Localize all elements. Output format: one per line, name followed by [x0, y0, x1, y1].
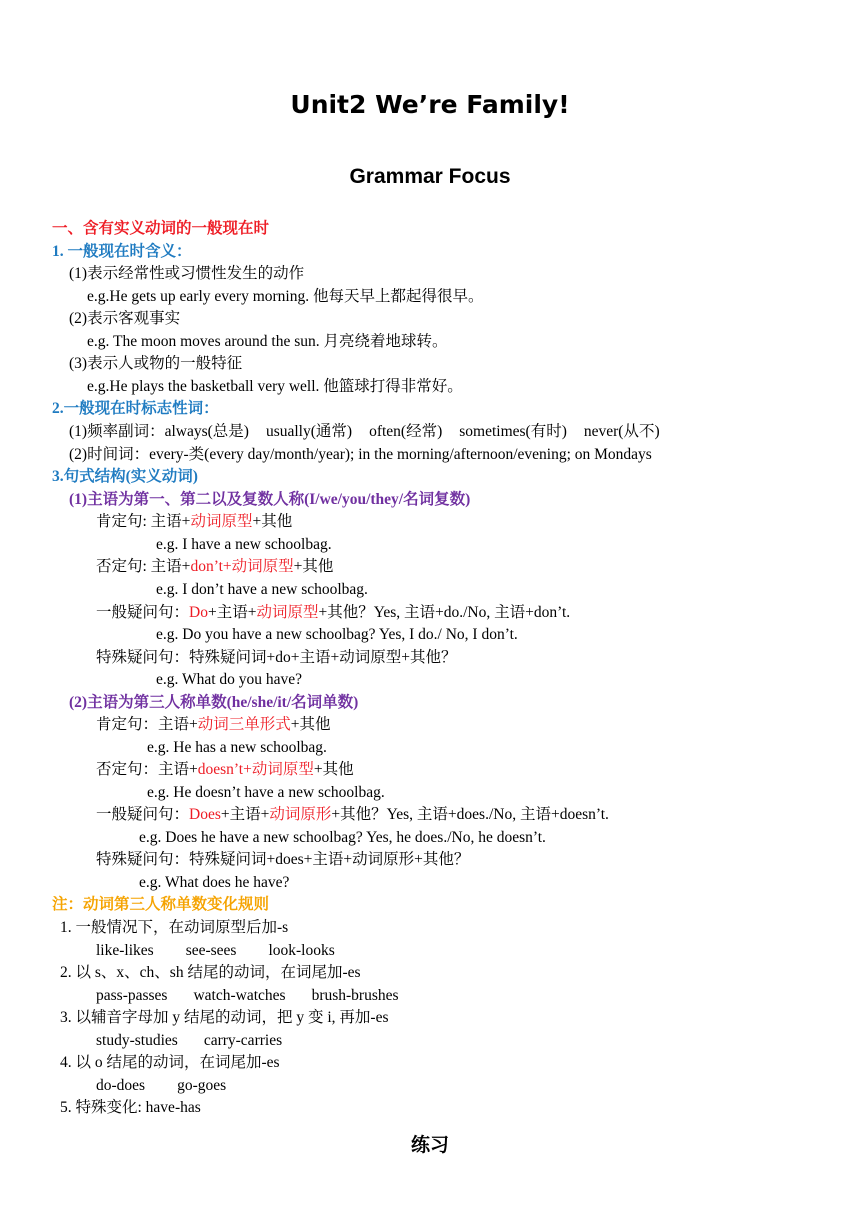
document-title: Unit2 We’re Family! [290, 90, 570, 119]
document-subtitle: Grammar Focus [349, 165, 511, 188]
example-sentence: e.g. He has a new schoolbag. [147, 739, 327, 756]
example-sentence: e.g. I have a new schoolbag. [156, 536, 332, 553]
rule-examples: like-likes see-sees look-looks [96, 942, 335, 959]
frequency-word: usually(通常) [265, 423, 353, 440]
frequency-word: often(经常) [369, 423, 443, 440]
rule-item: 1. 一般情况下，在动词原型后加-s [60, 919, 289, 936]
rule-item: 2. 以 s、x、ch、sh 结尾的动词，在词尾加-es [60, 964, 361, 981]
meaning-item: (2)表示客观事实 [69, 310, 181, 327]
structure-heading: 3.句式结构(实义动词) [52, 468, 198, 485]
wh-question-rule: 特殊疑问句：特殊疑问词+does+主语+动词原形+其他？ [96, 851, 470, 868]
rule-examples: study-studies carry-carries [96, 1032, 283, 1049]
example-sentence: e.g. What does he have? [139, 874, 290, 891]
time-words-line: (2)时间词：every-类(every day/month/year); in the morning/afternoon/evening; on Mondays [69, 446, 652, 463]
frequency-word: sometimes(有时) [459, 423, 567, 440]
negative-rule: 否定句: 主语+don’t+动词原型+其他 [96, 558, 334, 575]
example-sentence: e.g. What do you have? [156, 671, 303, 688]
rule-item: 3. 以辅音字母加 y 结尾的动词，把 y 变 i, 再加-es [60, 1009, 389, 1026]
meaning-example: e.g.He gets up early every morning. 他每天早上都起得很早。 [87, 288, 484, 305]
example-sentence: e.g. Does he have a new schoolbag? Yes, he does./No, he doesn’t. [139, 829, 546, 846]
meaning-item: (3)表示人或物的一般特征 [69, 355, 243, 372]
meaning-item: (1)表示经常性或习惯性发生的动作 [69, 265, 305, 282]
frequency-adverbs-line [69, 422, 660, 442]
frequency-prefix: (1)频率副词： [69, 423, 165, 440]
note-heading: 注：动词第三人称单数变化规则 [52, 896, 270, 913]
markers-heading: 2.一般现在时标志性词： [52, 400, 219, 417]
affirmative-rule: 肯定句：主语+动词三单形式+其他 [96, 716, 331, 733]
meaning-heading: 1. 一般现在时含义： [52, 243, 192, 260]
meaning-example: e.g.He plays the basketball very well. 他篮球打得非常好。 [87, 378, 463, 395]
example-sentence: e.g. Do you have a new schoolbag? Yes, I do./ No, I don’t. [156, 626, 518, 643]
rule-item: 5. 特殊变化: have-has [60, 1099, 201, 1116]
practice-heading: 练习 [410, 1135, 449, 1156]
example-sentence: e.g. I don’t have a new schoolbag. [156, 581, 368, 598]
frequency-word: never(从不) [583, 423, 660, 440]
affirmative-rule: 肯定句: 主语+动词原型+其他 [96, 513, 293, 530]
structure-sub-heading: (2)主语为第三人称单数(he/she/it/名词单数) [69, 694, 359, 711]
meaning-example: e.g. The moon moves around the sun. 月亮绕着地球转。 [87, 333, 448, 350]
rule-examples: pass-passes watch-watches brush-brushes [96, 987, 399, 1004]
wh-question-rule: 特殊疑问句：特殊疑问词+do+主语+动词原型+其他？ [96, 649, 457, 666]
structure-sub-heading: (1)主语为第一、第二以及复数人称(I/we/you/they/名词复数) [69, 491, 471, 508]
frequency-word: always(总是) [164, 423, 249, 440]
section-heading: 一、含有实义动词的一般现在时 [52, 220, 270, 237]
negative-rule: 否定句：主语+doesn’t+动词原型+其他 [96, 761, 354, 778]
yes-no-question-rule: 一般疑问句：Does+主语+动词原形+其他？Yes, 主语+does./No, 主语+doesn’t. [96, 806, 609, 823]
yes-no-question-rule: 一般疑问句：Do+主语+动词原型+其他？Yes, 主语+do./No, 主语+don’t. [96, 604, 571, 621]
example-sentence: e.g. He doesn’t have a new schoolbag. [147, 784, 385, 801]
rule-item: 4. 以 o 结尾的动词，在词尾加-es [60, 1054, 280, 1071]
rule-examples: do-does go-goes [96, 1077, 227, 1094]
